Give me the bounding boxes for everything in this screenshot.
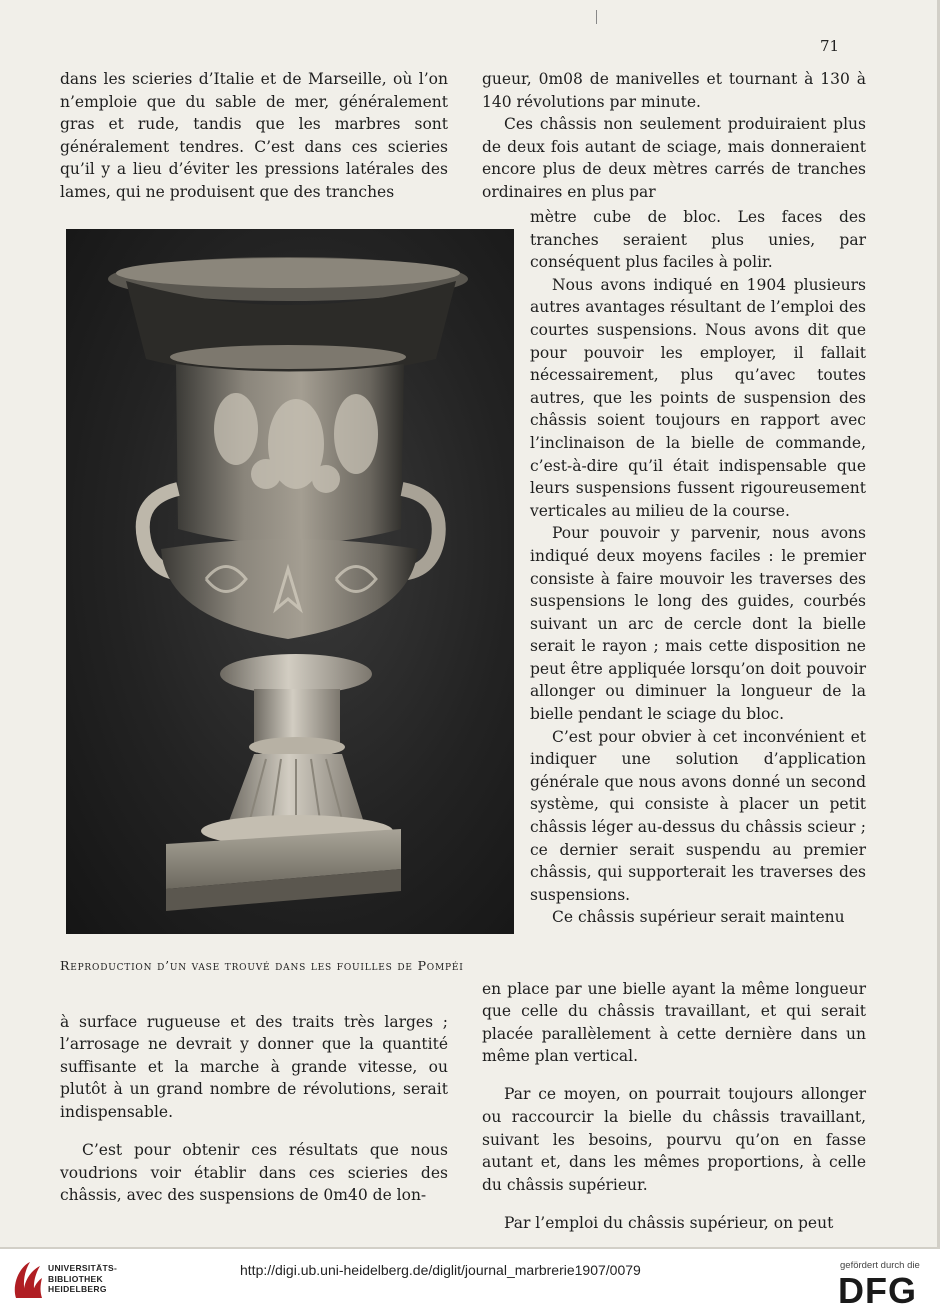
viewer-footer (0, 1250, 941, 1314)
right-column-beside-figure (530, 206, 866, 929)
university-library-name: UNIVERSITÄTS- BIBLIOTHEK HEIDELBERG (48, 1263, 118, 1294)
paragraph: C’est pour obtenir ces résultats que nous voudrions voir établir dans ces scieries des châssis, avec des suspensions de 0m40 de lon- (60, 1140, 448, 1205)
scan-mark (596, 10, 597, 24)
right-column-bottom (482, 962, 866, 1250)
right-column-top (482, 68, 866, 204)
vase-illustration (66, 229, 514, 934)
permalink-url[interactable]: http://digi.ub.uni-heidelberg.de/diglit/journal_marbrerie1907/0079 (240, 1262, 641, 1278)
paragraph: à surface rugueuse et des traits très larges ; l’arrosage ne devrait y donner que la quantité suffisante et la marche à grande vitesse, ou plutôt à un grand nombre de révolutions, serait indispensable. (60, 1012, 448, 1121)
paragraph: C’est pour obvier à cet inconvénient et indiquer une solution d’application générale que nous avons donné un second système, qui consiste à placer un petit châssis léger au-dessus du châssis scieur ; ce dernier serait suspendu au premier châssis, qui supporterait les traverses des suspensions. (530, 727, 866, 904)
paragraph: Ce châssis supérieur serait maintenu (552, 908, 845, 927)
left-column-top (60, 68, 448, 204)
page-number: 71 (820, 37, 840, 55)
paragraph: mètre cube de bloc. Les faces des tranches seraient plus unies, par conséquent plus faciles à polir. (530, 208, 866, 272)
paragraph: dans les scieries d’Italie et de Marseille, où l’on n’emploie que du sable de mer, généralement gras et rude, tandis que les marbres sont généralement tendres. C’est dans ces scieries qu’il y a lieu d’éviter les pressions latérales des lames, qui ne produisent que des tranches (60, 70, 448, 201)
paragraph: Par ce moyen, on pourrait toujours allonger ou raccourcir la bielle du châssis travaillant, suivant les besoins, pourvu qu’on en fasse autant et, dans les mêmes proportions, à celle du châssis supérieur. (482, 1085, 866, 1194)
left-column-bottom (60, 995, 448, 1222)
paragraph: Par l’emploi du châssis supérieur, on peut (504, 1213, 834, 1232)
paragraph: gueur, 0m08 de manivelles et tournant à 130 à 140 révolutions par minute. (482, 70, 866, 111)
university-library-logo-icon (10, 1258, 44, 1306)
vase-photograph (66, 229, 514, 934)
paragraph: Ces châssis non seulement produiraient plus de deux fois autant de sciage, mais donneraient encore plus de deux mètres carrés de tranches ordinaires en plus par (482, 115, 866, 201)
dfg-logo: DFG (838, 1270, 917, 1311)
funding-label: gefördert durch die (840, 1260, 920, 1271)
paragraph: en place par une bielle ayant la même longueur que celle du châssis travaillant, et qui serait placée parallèlement à cette dernière dans un même plan vertical. (482, 979, 866, 1066)
paragraph: Nous avons indiqué en 1904 plusieurs autres avantages résultant de l’emploi des courtes suspensions. Nous avons dit que pour pouvoir les employer, il fallait nécessairement, plus qu’avec toutes autres, que les points de suspension des châssis soient toujours en rapport avec l’inclinaison de la bielle de commande, c’est-à-dire qu’il était indispensable que leurs suspensions fussent rigoureusement verticales au milieu de la course. (530, 275, 866, 520)
figure-caption: Reproduction d’un vase trouvé dans les fouilles de Pompéi (60, 958, 464, 973)
paragraph: Pour pouvoir y parvenir, nous avons indiqué deux moyens faciles : le premier consiste à faire mouvoir les traverses des suspensions le long des guides, courbés suivant un arc de cercle dont la bielle serait le rayon ; mais cette disposition ne peut être appliquée lorsqu’on doit pouvoir allonger ou diminuer la longueur de la bielle pendant le sciage du bloc. (530, 524, 866, 724)
